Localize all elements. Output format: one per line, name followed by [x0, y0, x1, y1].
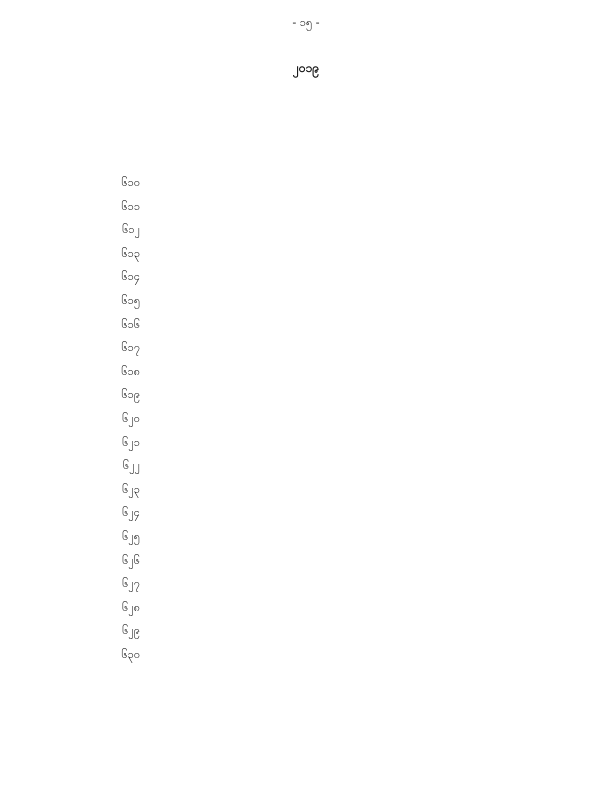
- table-row: [0, 644, 612, 668]
- table-row: [0, 526, 612, 550]
- row-number: ၆၁၉: [121, 388, 140, 402]
- table-row: [0, 219, 612, 243]
- row-number: ၆၁၅: [121, 293, 140, 307]
- table-row: [0, 479, 612, 503]
- record-list: [0, 172, 612, 667]
- document-title: [0, 40, 612, 58]
- row-number: ၆၂၀: [122, 411, 140, 425]
- table-row: [0, 620, 612, 644]
- table-row: [0, 314, 612, 338]
- row-number: ၆၁၆: [121, 317, 140, 331]
- row-number: ၆၂၇: [122, 577, 140, 591]
- row-number: ၆၂၆: [122, 553, 140, 567]
- table-row: [0, 384, 612, 408]
- row-number: ၆၃၀: [121, 647, 140, 661]
- document-subtitle: ၂၀၁၉: [292, 61, 320, 75]
- page-number: - ၁၅ -: [292, 16, 320, 29]
- table-row: [0, 172, 612, 196]
- table-row: [0, 408, 612, 432]
- row-number: ၆၁၁: [121, 199, 140, 213]
- table-row: [0, 361, 612, 385]
- row-number: ၆၂၈: [122, 600, 140, 614]
- table-row: [0, 337, 612, 361]
- table-row: [0, 597, 612, 621]
- row-number: ၆၁၃: [121, 246, 140, 260]
- row-number: ၆၂၄: [122, 506, 140, 520]
- row-number: ၆၂၃: [122, 482, 140, 496]
- table-row: [0, 502, 612, 526]
- row-number: ၆၁၀: [121, 176, 140, 189]
- table-row: [0, 573, 612, 597]
- row-number: ၆၂၁: [122, 435, 140, 449]
- row-number: ၆၁၂: [122, 223, 140, 237]
- table-row: [0, 243, 612, 267]
- row-number: ၆၂၉: [122, 624, 140, 638]
- table-row: [0, 196, 612, 220]
- row-number: ၆၂၅: [122, 529, 140, 543]
- table-row: [0, 455, 612, 479]
- row-number: ၆၁၄: [121, 270, 140, 284]
- table-row: [0, 550, 612, 574]
- row-number: ၆၁၈: [121, 364, 140, 378]
- table-row: [0, 266, 612, 290]
- table-row: [0, 290, 612, 314]
- table-row: [0, 432, 612, 456]
- row-number: ၆၁၇: [121, 341, 140, 355]
- row-number: ၆၂၂: [123, 459, 140, 473]
